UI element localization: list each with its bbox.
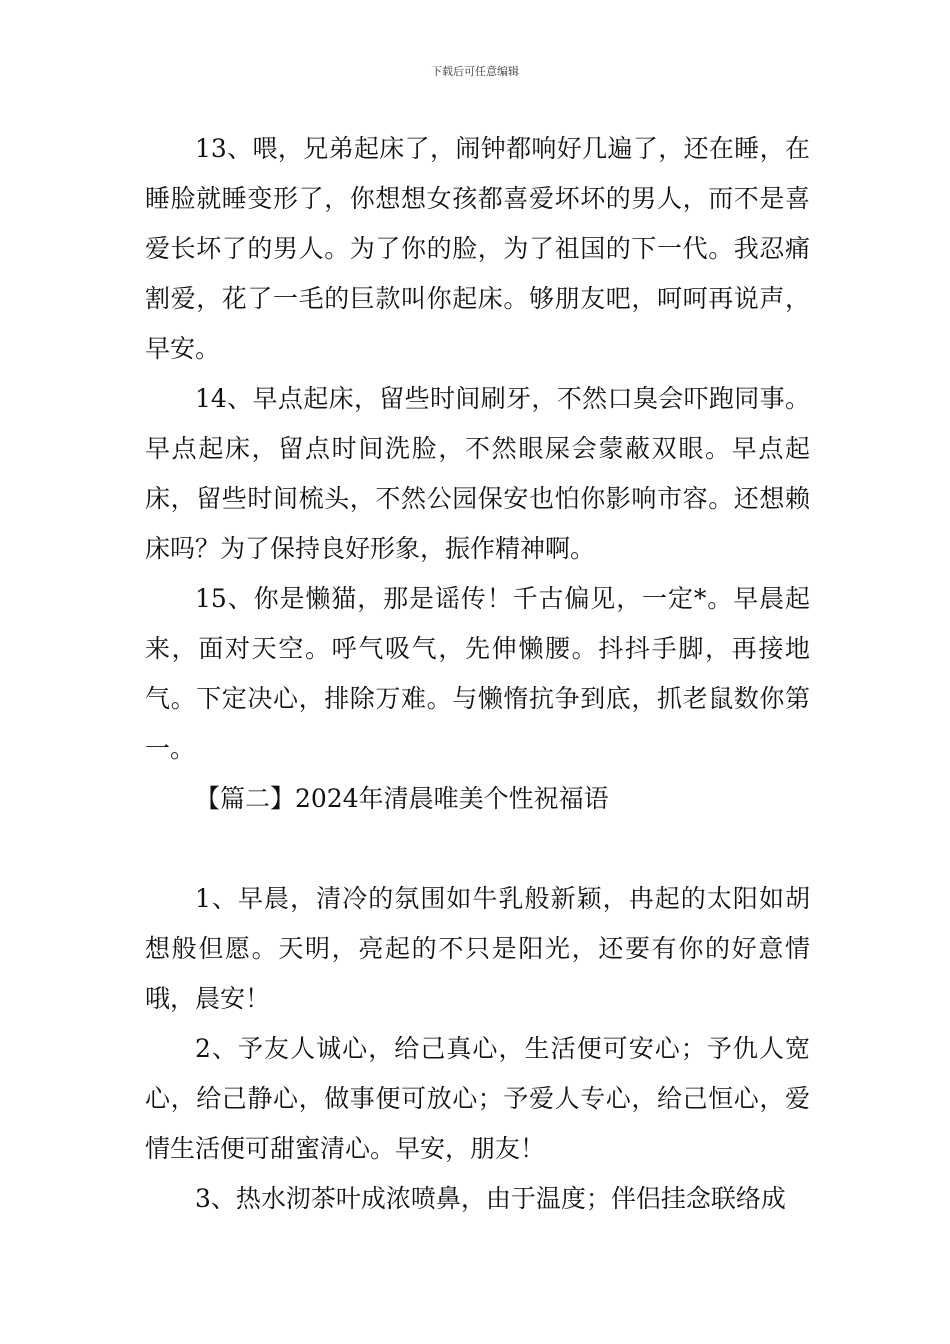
paragraph-15: 15、你是懒猫，那是谣传！千古偏见，一定*。早晨起来，面对天空。呼气吸气，先伸懒腰。抖抖手脚，再接地气。下定决心，排除万难。与懒惰抗争到底，抓老鼠数你第一。 (145, 584, 810, 763)
page-header-note: 下载后可任意编辑 (431, 65, 519, 78)
section-paragraph-1: 1、早晨，清冷的氛围如牛乳般新颖，冉起的太阳如胡想般但愿。天明，亮起的不只是阳光，还要有你的好意情哦，晨安！ (145, 884, 810, 1013)
paragraph-13: 13、喂，兄弟起床了，闹钟都响好几遍了，还在睡，在睡脸就睡变形了，你想想女孩都喜爱坏坏的男人，而不是喜爱长坏了的男人。为了你的脸，为了祖国的下一代。我忍痛割爱，花了一毛的巨款叫你起床。够朋友吧，呵呵再说声，早安。 (145, 134, 810, 363)
section-spacer (145, 824, 810, 874)
section-paragraph-2: 2、予友人诚心，给己真心，生活便可安心；予仇人宽心，给己静心，做事便可放心；予爱人专心，给己恒心，爱情生活便可甜蜜清心。早安，朋友！ (145, 1034, 810, 1163)
section-heading: 【篇二】2024年清晨唯美个性祝福语 (195, 784, 609, 813)
paragraph-14: 14、早点起床，留些时间刷牙，不然口臭会吓跑同事。早点起床，留点时间洗脸，不然眼屎会蒙蔽双眼。早点起床，留些时间梳头，不然公园保安也怕你影响市容。还想赖床吗？为了保持良好形象，振作精神啊。 (145, 384, 810, 563)
document-body (145, 124, 810, 1224)
section-paragraph-3: 3、热水沏茶叶成浓喷鼻，由于温度；伴侣挂念联络成 (195, 1184, 786, 1213)
